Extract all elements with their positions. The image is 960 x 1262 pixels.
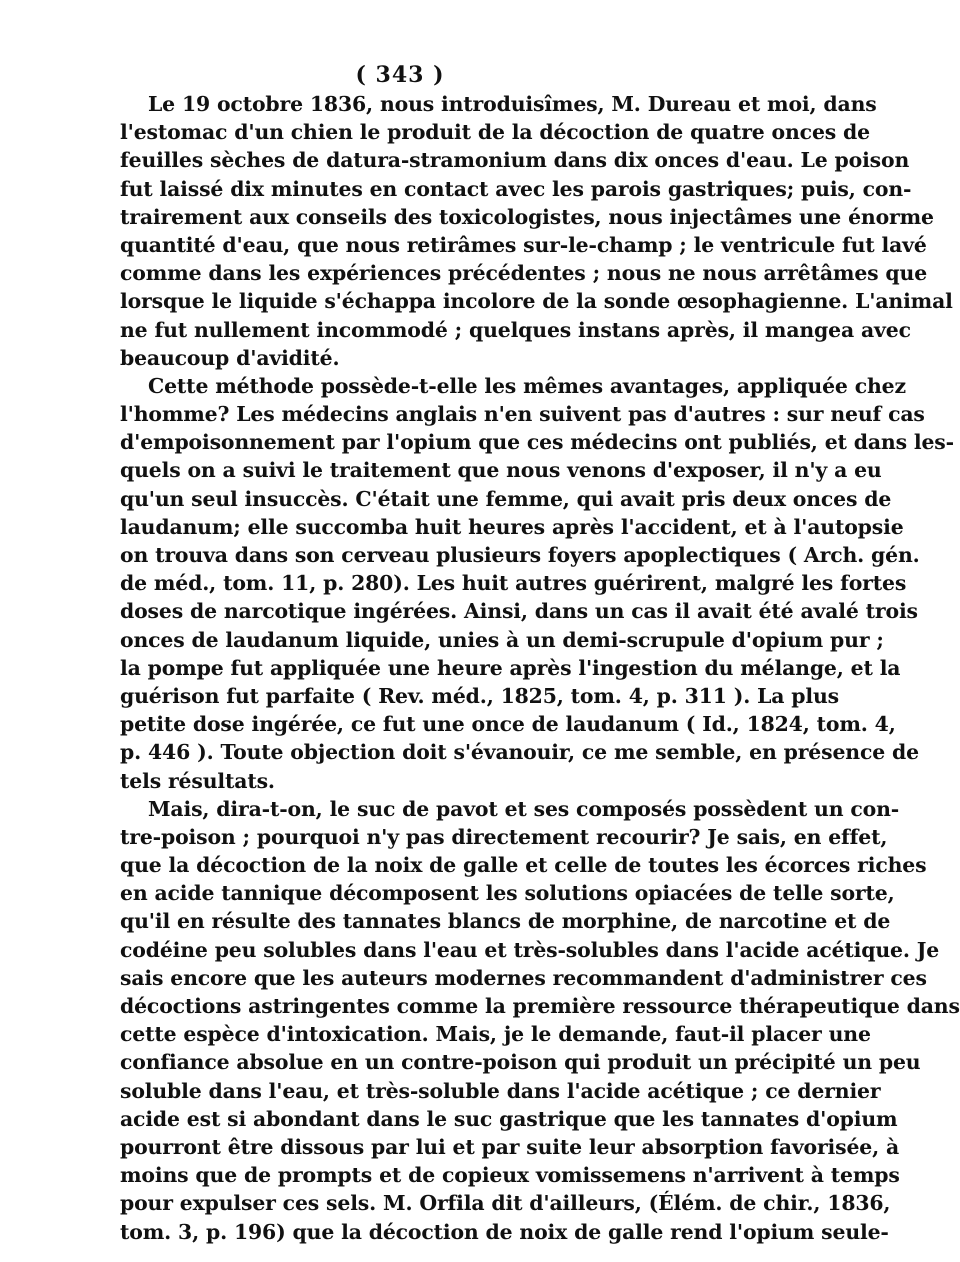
text-line: Le 19 octobre 1836, nous introduisîmes, M. Dureau et moi, dans [148, 92, 877, 116]
text-line: en acide tannique décomposent les solutions opiacées de telle sorte, [120, 881, 895, 906]
text-line: cette espèce d'intoxication. Mais, je le demande, faut-il placer une [120, 1022, 871, 1047]
text-line: décoctions astringentes comme la première ressource thérapeutique dans [120, 994, 960, 1018]
text-line: tom. 3, p. 196) que la décoction de noix de galle rend l'opium seule- [120, 1219, 889, 1244]
page-number: ( 343 ) [355, 62, 445, 88]
text-line: onces de laudanum liquide, unies à un demi-scrupule d'opium pur ; [120, 627, 884, 652]
text-line: p. 446 ). Toute objection doit s'évanouir, ce me semble, en présence de [120, 740, 919, 765]
text-line: trairement aux conseils des toxicologistes, nous injectâmes une énorme [120, 204, 934, 229]
text-line: soluble dans l'eau, et très-soluble dans l'acide acétique ; ce dernier [120, 1078, 881, 1103]
text-line: on trouva dans son cerveau plusieurs foyers apoplectiques ( Arch. gén. [120, 543, 920, 567]
text-line: sais encore que les auteurs modernes recommandent d'administrer ces [120, 965, 927, 990]
paragraph [120, 372, 954, 795]
text-line: Mais, dira-t-on, le suc de pavot et ses composés possèdent un con- [148, 796, 900, 821]
text-line: qu'il en résulte des tannates blancs de morphine, de narcotine et de [120, 909, 891, 934]
text-line: confiance absolue en un contre-poison qui produit un précipité un peu [120, 1050, 921, 1075]
text-line: que la décoction de la noix de galle et celle de toutes les écorces riches [120, 853, 927, 878]
text-line: de méd., tom. 11, p. 280). Les huit autres guérirent, malgré les fortes [120, 571, 907, 596]
text-line: petite dose ingérée, ce fut une once de laudanum ( Id., 1824, tom. 4, [120, 712, 896, 737]
text-line: quantité d'eau, que nous retirâmes sur-le-champ ; le ventricule fut lavé [120, 232, 927, 257]
text-line: laudanum; elle succomba huit heures après l'accident, et à l'autopsie [120, 514, 904, 539]
text-line: quels on a suivi le traitement que nous venons d'exposer, il n'y a eu [120, 458, 882, 483]
text-line: Cette méthode possède-t-elle les mêmes avantages, appliquée chez [148, 373, 906, 398]
body-text [120, 90, 960, 1246]
text-line: feuilles sèches de datura-stramonium dans dix onces d'eau. Le poison [120, 148, 910, 173]
text-line: doses de narcotique ingérées. Ainsi, dans un cas il avait été avalé trois [120, 599, 918, 624]
text-line: tre-poison ; pourquoi n'y pas directement recourir? Je sais, en effet, [120, 824, 888, 849]
text-line: guérison fut parfaite ( Rev. méd., 1825, tom. 4, p. 311 ). La plus [120, 683, 840, 708]
text-line: l'homme? Les médecins anglais n'en suivent pas d'autres : sur neuf cas [120, 402, 925, 427]
text-line: qu'un seul insuccès. C'était une femme, qui avait pris deux onces de [120, 486, 892, 511]
text-line: la pompe fut appliquée une heure après l'ingestion du mélange, et la [120, 655, 901, 680]
text-line: codéine peu solubles dans l'eau et très-solubles dans l'acide acétique. Je [120, 937, 940, 962]
text-line: pour expulser ces sels. M. Orfila dit d'ailleurs, (Élém. de chir., 1836, [120, 1191, 891, 1216]
text-line: l'estomac d'un chien le produit de la décoction de quatre onces de [120, 120, 870, 145]
text-line: comme dans les expériences précédentes ; nous ne nous arrêtâmes que [120, 261, 928, 286]
text-line: pourront être dissous par lui et par suite leur absorption favorisée, à [120, 1134, 900, 1159]
text-line: tels résultats. [120, 768, 275, 793]
paragraph [120, 90, 953, 372]
text-line: fut laissé dix minutes en contact avec les parois gastriques; puis, con- [120, 176, 912, 201]
text-line: lorsque le liquide s'échappa incolore de la sonde œsophagienne. L'animal [120, 289, 953, 314]
text-line: ne fut nullement incommodé ; quelques instans après, il mangea avec [120, 317, 911, 342]
paragraph [120, 795, 960, 1246]
text-line: d'empoisonnement par l'opium que ces médecins ont publiés, et dans les- [120, 430, 954, 455]
text-line: acide est si abondant dans le suc gastrique que les tannates d'opium [120, 1106, 898, 1131]
text-line: beaucoup d'avidité. [120, 345, 340, 370]
text-line: moins que de prompts et de copieux vomissemens n'arrivent à temps [120, 1163, 900, 1188]
